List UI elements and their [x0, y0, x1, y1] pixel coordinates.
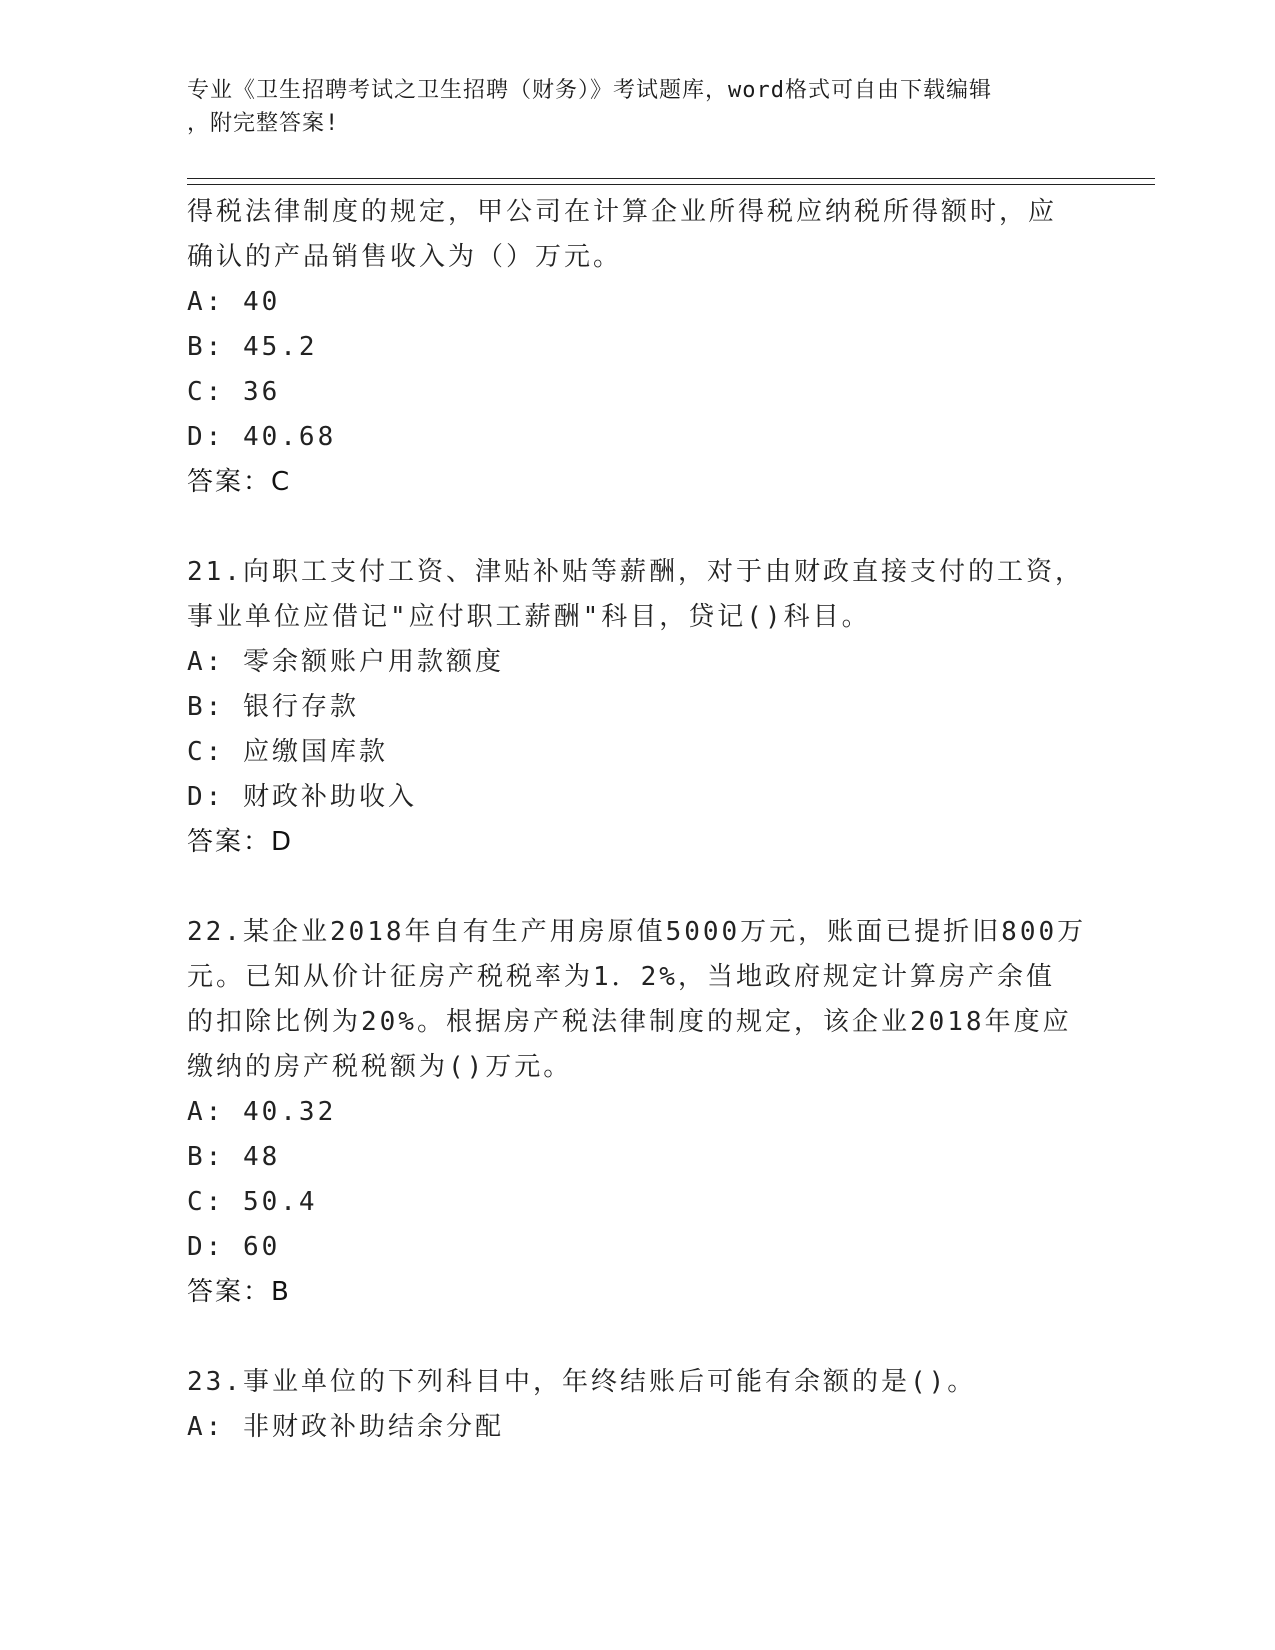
- stem-line: 确认的产品销售收入为（）万元。: [187, 242, 623, 272]
- header-divider-top: [187, 178, 1155, 179]
- option-c: C: 50.4: [187, 1187, 318, 1217]
- option-a: A: 40.32: [187, 1097, 337, 1127]
- stem-line: 事业单位应借记"应付职工薪酬"科目，贷记()科目。: [187, 602, 871, 632]
- option-d: D: 60: [187, 1232, 281, 1262]
- option-c: C: 36: [187, 377, 281, 407]
- question-stem: [187, 910, 1087, 1090]
- stem-line: 元。已知从价计征房产税税率为1．2%，当地政府规定计算房产余值: [187, 962, 1055, 992]
- option-b: B: 银行存款: [187, 692, 359, 722]
- stem-line: 21.向职工支付工资、津贴补贴等薪酬，对于由财政直接支付的工资，: [187, 557, 1084, 587]
- question-22: [187, 910, 1087, 1315]
- option-a: A: 非财政补助结余分配: [187, 1412, 504, 1442]
- question-stem: [187, 190, 1087, 280]
- option-a: A: 40: [187, 287, 281, 317]
- header-line-1: 专业《卫生招聘考试之卫生招聘（财务）》考试题库，word格式可自由下载编辑: [187, 78, 992, 103]
- question-20: [187, 190, 1087, 505]
- option-b: B: 48: [187, 1142, 281, 1172]
- option-a: A: 零余额账户用款额度: [187, 647, 504, 677]
- question-list: [187, 190, 1087, 1450]
- question-stem: [187, 550, 1087, 640]
- stem-line: 得税法律制度的规定，甲公司在计算企业所得税应纳税所得额时，应: [187, 197, 1058, 227]
- header-divider-bottom: [187, 184, 1155, 185]
- option-d: D: 财政补助收入: [187, 782, 417, 812]
- stem-line: 22.某企业2018年自有生产用房原值5000万元，账面已提折旧800万: [187, 917, 1087, 947]
- stem-line: 的扣除比例为20%。根据房产税法律制度的规定，该企业2018年度应: [187, 1007, 1072, 1037]
- option-b: B: 45.2: [187, 332, 318, 362]
- question-stem: [187, 1360, 1087, 1405]
- question-23: [187, 1360, 1087, 1450]
- header-line-2: ，附完整答案!: [187, 111, 340, 136]
- question-21: [187, 550, 1087, 865]
- option-c: C: 应缴国库款: [187, 737, 388, 767]
- stem-line: 23.事业单位的下列科目中，年终结账后可能有余额的是()。: [187, 1367, 977, 1397]
- answer-line: 答案：C: [187, 467, 292, 497]
- document-header: [187, 74, 1067, 140]
- answer-line: 答案：B: [187, 1277, 291, 1307]
- option-d: D: 40.68: [187, 422, 337, 452]
- answer-line: 答案：D: [187, 827, 294, 857]
- stem-line: 缴纳的房产税税额为()万元。: [187, 1052, 573, 1082]
